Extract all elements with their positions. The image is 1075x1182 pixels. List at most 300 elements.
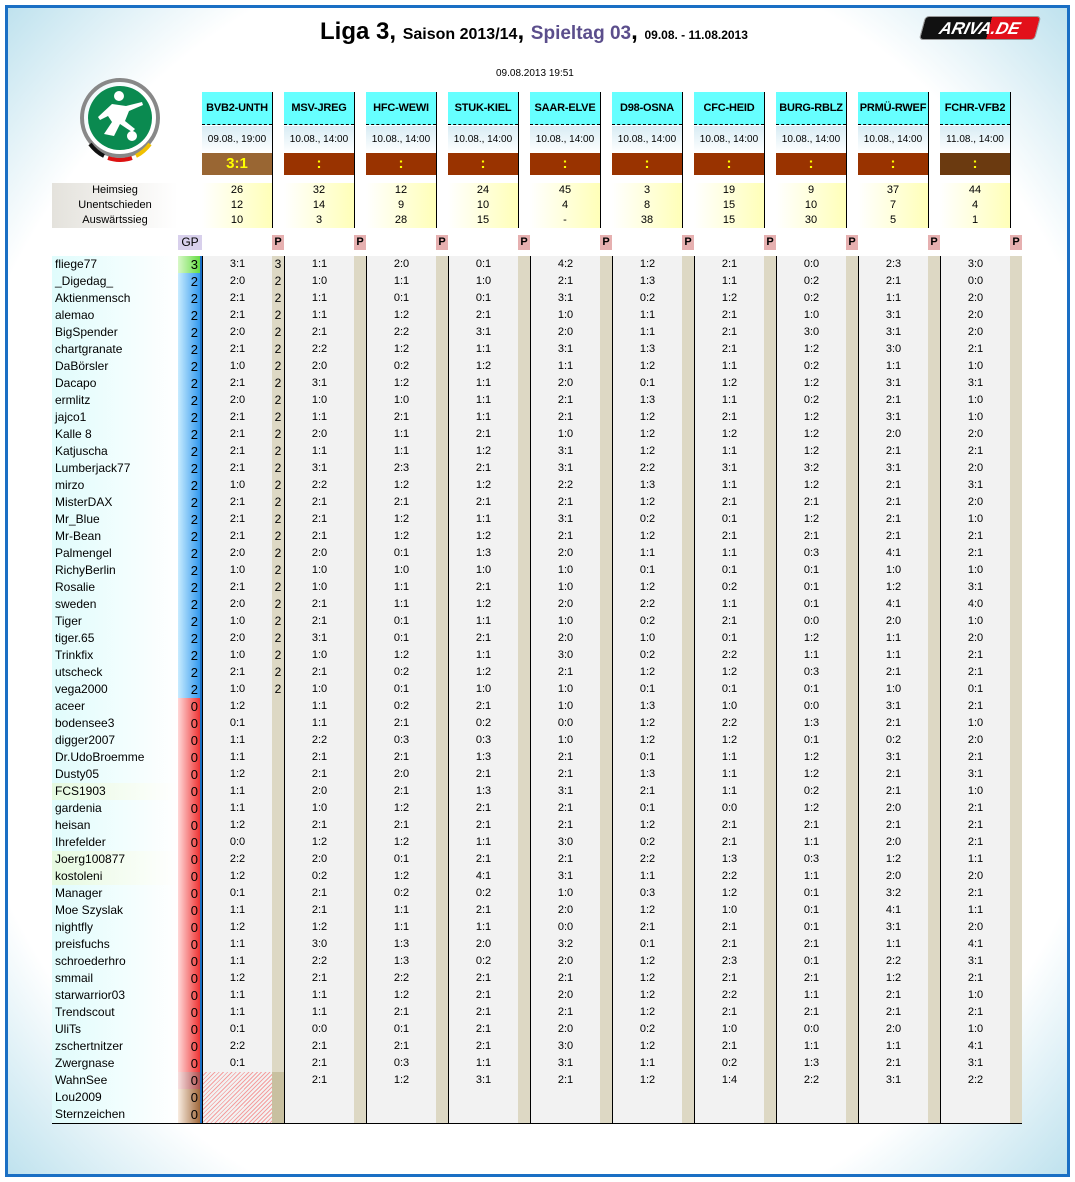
tip-cell: 3:0 bbox=[530, 1038, 600, 1055]
tip-cell: 2:1 bbox=[202, 664, 272, 681]
points-cell bbox=[354, 477, 366, 494]
game-points: 0 bbox=[178, 1055, 202, 1072]
points-cell bbox=[846, 766, 858, 783]
points-cell bbox=[518, 426, 530, 443]
points-cell bbox=[928, 885, 940, 902]
points-cell bbox=[600, 970, 612, 987]
label-draw: Unentschieden bbox=[78, 199, 152, 211]
tip-cell: 2:1 bbox=[940, 800, 1010, 817]
game-points: 2 bbox=[178, 426, 202, 443]
tip-cell bbox=[448, 1106, 518, 1123]
match-stats bbox=[612, 183, 682, 228]
points-cell bbox=[682, 494, 694, 511]
points-cell bbox=[1010, 1089, 1022, 1106]
tip-cell: 2:2 bbox=[612, 460, 682, 477]
player-name[interactable]: Trendscout bbox=[52, 1004, 178, 1021]
points-cell bbox=[600, 324, 612, 341]
points-cell bbox=[518, 732, 530, 749]
points-cell bbox=[682, 562, 694, 579]
points-cell bbox=[354, 1055, 366, 1072]
points-cell bbox=[846, 596, 858, 613]
points-cell bbox=[600, 273, 612, 290]
player-name[interactable]: Trinkfix bbox=[52, 647, 178, 664]
player-name[interactable]: aceer bbox=[52, 698, 178, 715]
player-name[interactable]: ermlitz bbox=[52, 392, 178, 409]
points-cell bbox=[518, 460, 530, 477]
tip-cell: 2:1 bbox=[858, 817, 928, 834]
player-name[interactable]: nightfly bbox=[52, 919, 178, 936]
tip-cell: 2:1 bbox=[448, 460, 518, 477]
player-name[interactable]: zschertnitzer bbox=[52, 1038, 178, 1055]
points-cell bbox=[518, 698, 530, 715]
tip-cell: 2:1 bbox=[284, 528, 354, 545]
ariva-logo[interactable]: ARIVA.DE bbox=[919, 16, 1041, 40]
points-cell: 2 bbox=[272, 392, 284, 409]
tip-cell: 2:1 bbox=[202, 341, 272, 358]
points-cell bbox=[928, 409, 940, 426]
points-cell bbox=[846, 834, 858, 851]
points-cell bbox=[928, 392, 940, 409]
points-cell bbox=[518, 307, 530, 324]
match-name[interactable]: STUK-KIEL bbox=[448, 92, 518, 125]
stat-home: 12 bbox=[394, 184, 408, 196]
match-score: : bbox=[776, 153, 846, 175]
stat-away: 38 bbox=[640, 214, 654, 226]
points-cell bbox=[518, 766, 530, 783]
match-date: 10.08., 14:00 bbox=[612, 126, 682, 153]
points-cell: 2 bbox=[272, 579, 284, 596]
points-cell bbox=[1010, 256, 1022, 273]
table-row bbox=[52, 1038, 1022, 1055]
match-score: : bbox=[284, 153, 354, 175]
player-name[interactable]: kostoleni bbox=[52, 868, 178, 885]
player-name[interactable]: Palmengel bbox=[52, 545, 178, 562]
points-cell bbox=[928, 477, 940, 494]
points-cell bbox=[682, 1038, 694, 1055]
match-score: : bbox=[448, 153, 518, 175]
player-name[interactable]: preisfuchs bbox=[52, 936, 178, 953]
points-cell bbox=[354, 715, 366, 732]
tip-cell: 0:1 bbox=[612, 800, 682, 817]
points-cell bbox=[682, 1072, 694, 1089]
player-name[interactable]: jajco1 bbox=[52, 409, 178, 426]
stat-away: 15 bbox=[722, 214, 736, 226]
player-name[interactable]: FCS1903 bbox=[52, 783, 178, 800]
points-cell bbox=[436, 868, 448, 885]
points-cell bbox=[436, 715, 448, 732]
player-name[interactable]: Mr_Blue bbox=[52, 511, 178, 528]
table-row bbox=[52, 647, 1022, 664]
player-name[interactable]: Katjuscha bbox=[52, 443, 178, 460]
points-cell bbox=[600, 528, 612, 545]
match-stats bbox=[284, 183, 354, 228]
player-name[interactable]: tiger.65 bbox=[52, 630, 178, 647]
match-name[interactable]: FCHR-VFB2 bbox=[940, 92, 1010, 125]
match-divider bbox=[764, 92, 765, 228]
points-cell bbox=[928, 460, 940, 477]
tip-cell: 2:1 bbox=[694, 409, 764, 426]
points-cell bbox=[764, 443, 776, 460]
player-name[interactable]: fliege77 bbox=[52, 256, 178, 273]
points-cell bbox=[518, 596, 530, 613]
points-cell bbox=[600, 443, 612, 460]
points-cell bbox=[436, 766, 448, 783]
player-name[interactable]: sweden bbox=[52, 596, 178, 613]
tip-cell: 1:2 bbox=[776, 409, 846, 426]
points-cell bbox=[846, 953, 858, 970]
tip-cell: 0:1 bbox=[612, 936, 682, 953]
player-name[interactable]: MisterDAX bbox=[52, 494, 178, 511]
table-row bbox=[52, 749, 1022, 766]
tip-cell: 2:2 bbox=[776, 1072, 846, 1089]
match-divider bbox=[928, 92, 929, 228]
tip-cell: 2:2 bbox=[612, 596, 682, 613]
player-name[interactable]: Tiger bbox=[52, 613, 178, 630]
player-name[interactable]: Lou2009 bbox=[52, 1089, 178, 1106]
tip-cell: 2:0 bbox=[530, 324, 600, 341]
tip-cell: 1:1 bbox=[284, 256, 354, 273]
tip-cell: 2:1 bbox=[284, 324, 354, 341]
points-cell bbox=[846, 1106, 858, 1123]
points-cell bbox=[682, 834, 694, 851]
points-cell bbox=[764, 358, 776, 375]
player-name[interactable]: bodensee3 bbox=[52, 715, 178, 732]
tip-cell: 2:1 bbox=[940, 970, 1010, 987]
tip-cell: 2:1 bbox=[448, 1004, 518, 1021]
points-cell bbox=[928, 375, 940, 392]
tip-cell: 0:1 bbox=[940, 681, 1010, 698]
points-cell bbox=[518, 647, 530, 664]
player-name[interactable]: WahnSee bbox=[52, 1072, 178, 1089]
tip-cell: 3:1 bbox=[858, 307, 928, 324]
player-name[interactable]: Zwergnase bbox=[52, 1055, 178, 1072]
points-cell bbox=[682, 426, 694, 443]
tip-cell: 2:0 bbox=[284, 358, 354, 375]
tip-cell: 2:1 bbox=[694, 919, 764, 936]
points-cell bbox=[682, 715, 694, 732]
tip-cell: 1:3 bbox=[776, 1055, 846, 1072]
points-cell bbox=[682, 732, 694, 749]
game-points: 0 bbox=[178, 749, 202, 766]
points-cell bbox=[764, 1021, 776, 1038]
tip-cell: 2:1 bbox=[940, 528, 1010, 545]
tip-cell: 2:0 bbox=[940, 307, 1010, 324]
table-row bbox=[52, 596, 1022, 613]
match-name[interactable]: HFC-WEWI bbox=[366, 92, 436, 125]
tip-cell: 2:1 bbox=[858, 783, 928, 800]
tip-cell: 0:1 bbox=[612, 681, 682, 698]
player-name[interactable]: Dacapo bbox=[52, 375, 178, 392]
table-row bbox=[52, 885, 1022, 902]
player-name[interactable]: alemao bbox=[52, 307, 178, 324]
game-points: 2 bbox=[178, 613, 202, 630]
points-cell bbox=[600, 579, 612, 596]
points-cell bbox=[764, 290, 776, 307]
points-cell bbox=[518, 953, 530, 970]
player-name[interactable]: BigSpender bbox=[52, 324, 178, 341]
tip-cell: 1:0 bbox=[940, 409, 1010, 426]
tip-cell: 2:1 bbox=[366, 1038, 436, 1055]
tip-cell: 1:0 bbox=[940, 392, 1010, 409]
tip-cell: 1:0 bbox=[940, 987, 1010, 1004]
points-cell bbox=[600, 664, 612, 681]
points-cell bbox=[600, 256, 612, 273]
table-row bbox=[52, 579, 1022, 596]
match-stats bbox=[858, 183, 928, 228]
game-points: 2 bbox=[178, 290, 202, 307]
tip-cell: 1:2 bbox=[448, 358, 518, 375]
tip-cell: 3:1 bbox=[940, 579, 1010, 596]
points-cell bbox=[518, 664, 530, 681]
points-cell bbox=[600, 1072, 612, 1089]
player-name[interactable]: utscheck bbox=[52, 664, 178, 681]
points-cell bbox=[846, 290, 858, 307]
table-row bbox=[52, 834, 1022, 851]
tip-cell: 2:0 bbox=[284, 783, 354, 800]
tip-cell: 1:1 bbox=[858, 290, 928, 307]
tip-cell bbox=[694, 1089, 764, 1106]
player-name[interactable]: gardenia bbox=[52, 800, 178, 817]
match-name[interactable]: BVB2-UNTH bbox=[202, 92, 272, 125]
player-name[interactable]: digger2007 bbox=[52, 732, 178, 749]
tip-cell: 2:2 bbox=[612, 851, 682, 868]
points-cell bbox=[518, 987, 530, 1004]
tip-cell: 1:2 bbox=[612, 1072, 682, 1089]
player-name[interactable]: Lumberjack77 bbox=[52, 460, 178, 477]
points-cell bbox=[764, 800, 776, 817]
points-cell bbox=[1010, 834, 1022, 851]
tip-cell: 2:2 bbox=[284, 477, 354, 494]
tip-cell: 0:2 bbox=[448, 885, 518, 902]
match-name[interactable]: BURG-RBLZ bbox=[776, 92, 846, 125]
points-cell bbox=[354, 1106, 366, 1123]
player-name[interactable]: starwarrior03 bbox=[52, 987, 178, 1004]
points-cell bbox=[600, 953, 612, 970]
tip-cell: 1:2 bbox=[366, 1072, 436, 1089]
player-name[interactable]: UliTs bbox=[52, 1021, 178, 1038]
player-name[interactable]: Aktienmensch bbox=[52, 290, 178, 307]
points-cell bbox=[764, 1004, 776, 1021]
match-name[interactable]: MSV-JREG bbox=[284, 92, 354, 125]
points-header: P bbox=[600, 235, 612, 250]
tip-cell: 0:2 bbox=[448, 715, 518, 732]
points-cell bbox=[928, 834, 940, 851]
stat-home: 26 bbox=[230, 184, 244, 196]
tip-cell: 3:0 bbox=[530, 647, 600, 664]
points-cell bbox=[354, 936, 366, 953]
match-name[interactable]: CFC-HEID bbox=[694, 92, 764, 125]
tip-cell: 0:3 bbox=[776, 664, 846, 681]
points-cell bbox=[354, 426, 366, 443]
player-name[interactable]: Moe Szyslak bbox=[52, 902, 178, 919]
stat-home: 3 bbox=[643, 184, 651, 196]
points-cell bbox=[682, 477, 694, 494]
player-name[interactable]: smmail bbox=[52, 970, 178, 987]
points-cell bbox=[436, 1021, 448, 1038]
tip-cell: 2:1 bbox=[202, 494, 272, 511]
points-cell bbox=[354, 953, 366, 970]
tip-cell: 2:1 bbox=[448, 902, 518, 919]
tip-cell: 0:1 bbox=[366, 851, 436, 868]
points-cell bbox=[846, 919, 858, 936]
tip-cell: 0:0 bbox=[940, 273, 1010, 290]
player-name[interactable]: mirzo bbox=[52, 477, 178, 494]
game-points: 2 bbox=[178, 307, 202, 324]
tip-cell: 2:1 bbox=[366, 409, 436, 426]
tip-cell: 2:1 bbox=[202, 426, 272, 443]
tip-cell: 1:1 bbox=[694, 545, 764, 562]
table-row bbox=[52, 953, 1022, 970]
player-name[interactable]: chartgranate bbox=[52, 341, 178, 358]
points-cell bbox=[928, 783, 940, 800]
points-cell bbox=[1010, 409, 1022, 426]
table-row bbox=[52, 426, 1022, 443]
points-cell bbox=[518, 579, 530, 596]
points-cell bbox=[354, 596, 366, 613]
points-cell bbox=[1010, 902, 1022, 919]
tip-cell: 1:1 bbox=[940, 851, 1010, 868]
points-cell bbox=[928, 596, 940, 613]
table-row bbox=[52, 460, 1022, 477]
match-date: 10.08., 14:00 bbox=[858, 126, 928, 153]
tip-cell bbox=[940, 1106, 1010, 1123]
points-cell bbox=[846, 375, 858, 392]
points-cell bbox=[354, 341, 366, 358]
player-name[interactable]: schroederhro bbox=[52, 953, 178, 970]
points-header: P bbox=[1010, 235, 1022, 250]
points-cell bbox=[928, 1004, 940, 1021]
stat-draw: 10 bbox=[804, 199, 818, 211]
points-cell bbox=[518, 494, 530, 511]
game-points: 0 bbox=[178, 1021, 202, 1038]
points-cell bbox=[272, 1072, 284, 1089]
points-cell bbox=[764, 579, 776, 596]
points-cell bbox=[764, 426, 776, 443]
points-cell bbox=[846, 358, 858, 375]
match-date: 10.08., 14:00 bbox=[530, 126, 600, 153]
player-name[interactable]: Rosalie bbox=[52, 579, 178, 596]
points-cell bbox=[928, 324, 940, 341]
points-cell bbox=[518, 885, 530, 902]
tip-cell: 0:1 bbox=[366, 1021, 436, 1038]
points-cell bbox=[354, 732, 366, 749]
tip-cell: 1:2 bbox=[694, 732, 764, 749]
points-cell bbox=[682, 545, 694, 562]
points-cell bbox=[764, 1055, 776, 1072]
tip-cell: 2:1 bbox=[612, 919, 682, 936]
tip-cell bbox=[776, 1106, 846, 1123]
tip-cell: 2:1 bbox=[776, 528, 846, 545]
tip-cell: 0:1 bbox=[202, 1021, 272, 1038]
stat-draw: 10 bbox=[476, 199, 490, 211]
points-cell bbox=[682, 290, 694, 307]
points-cell bbox=[518, 341, 530, 358]
tip-cell: 1:0 bbox=[940, 562, 1010, 579]
tip-cell: 2:1 bbox=[858, 1055, 928, 1072]
tip-cell: 1:1 bbox=[448, 613, 518, 630]
points-cell bbox=[928, 936, 940, 953]
player-name[interactable]: Kalle 8 bbox=[52, 426, 178, 443]
points-cell bbox=[682, 273, 694, 290]
player-name[interactable]: vega2000 bbox=[52, 681, 178, 698]
tip-cell bbox=[858, 1089, 928, 1106]
points-cell bbox=[846, 324, 858, 341]
points-cell bbox=[436, 681, 448, 698]
tip-cell: 2:0 bbox=[530, 596, 600, 613]
tip-cell: 1:2 bbox=[448, 664, 518, 681]
points-cell bbox=[1010, 749, 1022, 766]
tip-cell: 1:0 bbox=[530, 698, 600, 715]
player-name[interactable]: Dusty05 bbox=[52, 766, 178, 783]
tip-cell: 3:1 bbox=[858, 1072, 928, 1089]
tip-cell: 2:1 bbox=[284, 1038, 354, 1055]
points-cell bbox=[682, 630, 694, 647]
player-name[interactable]: Ihrefelder bbox=[52, 834, 178, 851]
tip-cell: 1:0 bbox=[694, 902, 764, 919]
table-row bbox=[52, 375, 1022, 392]
points-cell bbox=[764, 885, 776, 902]
tip-cell: 0:2 bbox=[776, 783, 846, 800]
points-cell bbox=[600, 630, 612, 647]
player-name[interactable]: Manager bbox=[52, 885, 178, 902]
tip-cell: 0:2 bbox=[366, 664, 436, 681]
tip-cell: 3:1 bbox=[530, 783, 600, 800]
tip-cell: 2:1 bbox=[694, 494, 764, 511]
player-name[interactable]: RichyBerlin bbox=[52, 562, 178, 579]
player-name[interactable]: _Digedag_ bbox=[52, 273, 178, 290]
tip-cell: 1:1 bbox=[858, 630, 928, 647]
player-name[interactable]: Sternzeichen bbox=[52, 1106, 178, 1123]
match-score: : bbox=[940, 153, 1010, 175]
points-cell bbox=[518, 290, 530, 307]
tip-cell: 3:1 bbox=[530, 511, 600, 528]
tip-cell: 2:1 bbox=[448, 970, 518, 987]
match-name[interactable]: SAAR-ELVE bbox=[530, 92, 600, 125]
points-cell bbox=[682, 885, 694, 902]
points-cell bbox=[764, 494, 776, 511]
player-name[interactable]: Dr.UdoBroemme bbox=[52, 749, 178, 766]
match-name[interactable]: PRMÜ-RWEF bbox=[858, 92, 928, 125]
tip-cell: 1:0 bbox=[202, 358, 272, 375]
tip-cell: 0:2 bbox=[776, 358, 846, 375]
tip-cell bbox=[366, 1106, 436, 1123]
tip-cell: 1:3 bbox=[612, 766, 682, 783]
tip-cell: 1:1 bbox=[448, 834, 518, 851]
tip-cell: 2:1 bbox=[858, 528, 928, 545]
points-cell bbox=[600, 936, 612, 953]
tip-cell: 1:0 bbox=[530, 426, 600, 443]
points-cell bbox=[272, 1055, 284, 1072]
points-cell bbox=[600, 307, 612, 324]
player-name[interactable]: Joerg100877 bbox=[52, 851, 178, 868]
player-name[interactable]: DaBörsler bbox=[52, 358, 178, 375]
tip-cell: 2:1 bbox=[694, 817, 764, 834]
player-name[interactable]: heisan bbox=[52, 817, 178, 834]
points-cell bbox=[354, 698, 366, 715]
tip-cell: 1:1 bbox=[858, 647, 928, 664]
player-name[interactable]: Mr-Bean bbox=[52, 528, 178, 545]
tip-cell: 0:2 bbox=[694, 579, 764, 596]
table-row bbox=[52, 273, 1022, 290]
tip-cell: 2:1 bbox=[858, 273, 928, 290]
points-cell bbox=[354, 358, 366, 375]
points-cell bbox=[272, 987, 284, 1004]
table-row bbox=[52, 1089, 1022, 1106]
tip-cell: 1:1 bbox=[284, 698, 354, 715]
points-cell bbox=[1010, 919, 1022, 936]
match-name[interactable]: D98-OSNA bbox=[612, 92, 682, 125]
match-stats bbox=[776, 183, 846, 228]
